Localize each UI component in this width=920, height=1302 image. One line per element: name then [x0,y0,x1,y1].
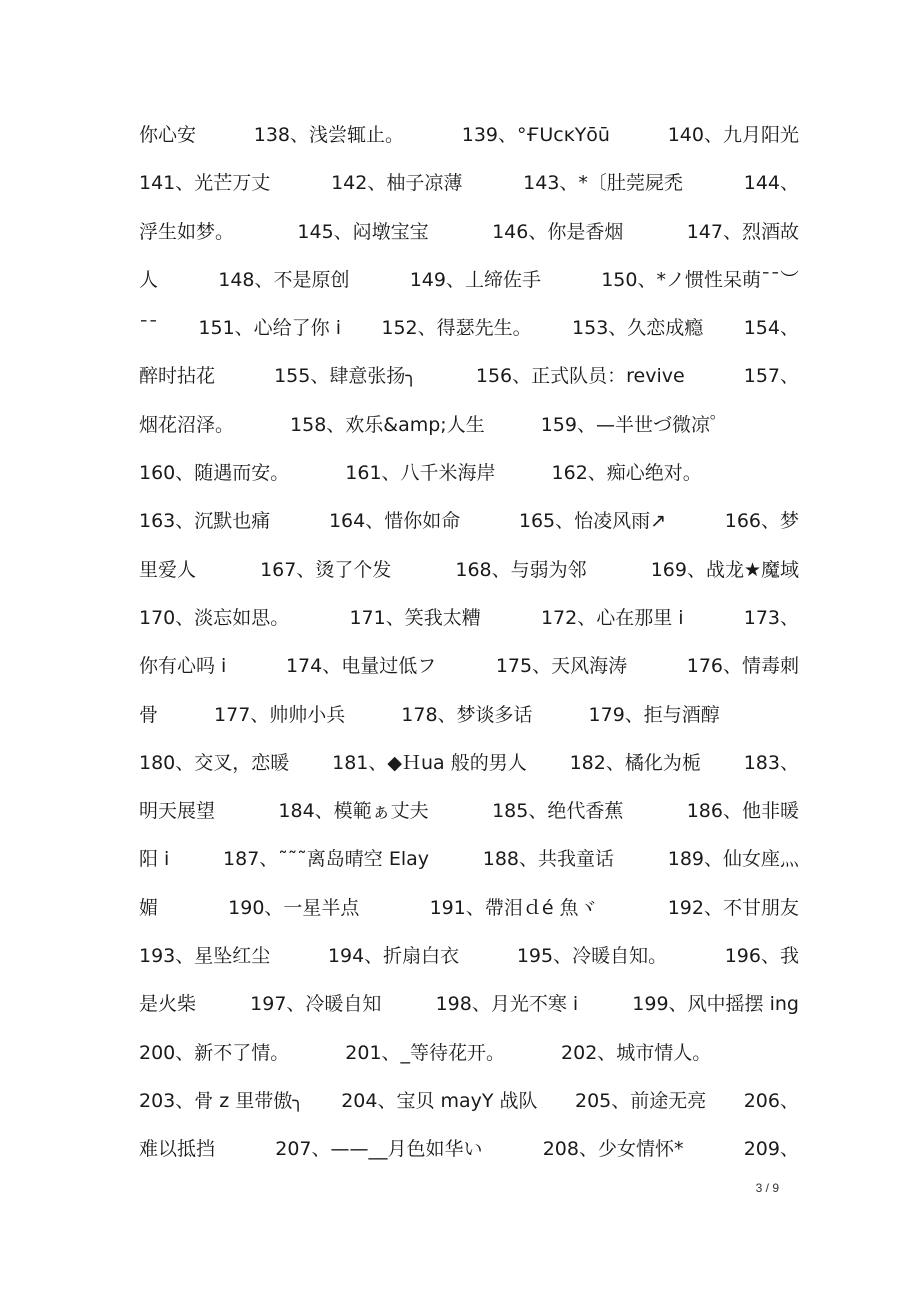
list-item: 143、*〔肚莞屍禿 [523,172,683,195]
text-line [139,159,799,207]
list-item: 146、你是香烟 [492,220,624,243]
list-item: 172、心在那里 i [540,606,684,629]
list-item: 194、折扇白衣 [327,945,460,968]
text-line [139,304,799,352]
list-item: 醉时拈花 [139,365,216,388]
list-item: 147、烈酒故 [686,220,799,243]
text-line [139,884,799,932]
list-item: 154、 [743,317,799,340]
list-item: 155、肆意张扬╮ [274,365,417,388]
text-line [139,980,799,1028]
list-item: 160、随遇而安。 [139,462,290,485]
list-item: 153、久恋成瘾 [572,317,704,340]
list-item: 150、*ノ惯性呆萌¯¯︶ [601,268,799,291]
text-line [139,497,799,545]
text-line [139,1029,799,1077]
text-line [139,787,799,835]
list-item: 165、怡凌风雨↗ [518,510,667,533]
text-line [139,1125,799,1173]
list-item: 176、情毒刺 [686,655,799,678]
list-item: 156、正式队员：revive [475,365,685,388]
text-line [139,256,799,304]
list-item: 182、橘化为栀 [569,751,701,774]
list-item: 193、星坠红尘 [139,945,271,968]
list-item: 139、°ҒUcĸYōū [461,124,610,146]
list-item: 媚 [139,896,159,919]
list-item: 145、闷墩宝宝 [297,220,429,243]
list-item: 203、骨 z 里带傲╮ [139,1089,304,1112]
list-item: ¯¯ [139,317,158,340]
list-item: 186、他非暖 [686,800,799,823]
page-number: 3 / 9 [755,1181,779,1195]
list-item: 198、月光不寒 i [435,993,579,1016]
list-item: 149、丄缔佐手 [409,268,541,291]
list-item: 200、新不了情。 [139,1041,290,1064]
list-item: 142、柚子凉薄 [331,172,463,195]
list-item: 164、惜你如命 [328,510,461,533]
list-item: 209、 [743,1138,799,1161]
list-item: 161、八千米海岸 [345,462,496,485]
list-item: 难以抵挡 [139,1138,216,1161]
list-item: 184、模範ぁ丈夫 [278,800,429,823]
list-item: 157、 [743,365,799,388]
text-line [139,401,799,449]
list-item: 187、˜˜˜离岛晴空 Elay [223,848,430,871]
text-line [139,835,799,883]
list-item: 195、冷暖自知。 [516,945,668,968]
list-item: 196、我 [724,945,799,968]
list-item: 138、浅尝辄止。 [253,124,405,146]
list-item: 140、九月阳光 [667,124,799,146]
list-item: 159、—半世づ微凉゜ [540,413,729,436]
list-item: 173、 [743,606,799,629]
list-item: 202、城市情人。 [561,1041,712,1064]
list-item: 169、战龙★魔域 [650,558,799,581]
list-item: 人 [139,268,159,291]
list-item: 208、少女情怀* [542,1138,684,1161]
list-item: 183、 [743,751,799,774]
text-line [139,1077,799,1125]
list-item: 151、心给了你 i [198,317,341,340]
list-item: 152、得瑟先生。 [381,317,532,340]
text-line [139,208,799,256]
list-item: 191、帶泪ｄé 魚ヾ [429,896,598,919]
text-line [139,932,799,980]
list-item: 158、欢乐&amp;人生 [290,413,485,436]
list-item: 浮生如梦。 [139,220,235,243]
list-item: 烟花沼泽。 [139,413,235,436]
list-item: 168、与弱为邻 [455,558,587,581]
list-item: 170、淡忘如思。 [139,606,290,629]
list-item: 是火柴 [139,993,197,1016]
list-item: 明天展望 [139,800,216,823]
list-item: 骨 [139,703,159,726]
list-item: 148、不是原创 [218,268,350,291]
list-item: 201、_等待花开。 [345,1041,506,1064]
list-item: 180、交叉，恋暖 [139,751,290,774]
list-item: 141、光芒万丈 [139,172,271,195]
list-item: 179、拒与酒醇 [588,703,720,726]
text-line [139,739,799,787]
list-item: 206、 [743,1089,799,1112]
list-item: 188、共我童话 [482,848,615,871]
list-item: 177、帅帅小兵 [214,703,346,726]
list-item: 166、梦 [724,510,799,533]
list-item: 167、烫了个发 [260,558,392,581]
list-item: 174、电量过低フ [285,655,437,678]
text-line [139,642,799,690]
list-item: 你有心吗 i [139,655,227,678]
list-item: 189、仙女座灬 [667,848,799,871]
list-item: 207、——__月色如华い [275,1138,483,1161]
list-item: 192、不甘朋友 [667,896,799,919]
list-item: 144、 [743,172,799,195]
text-line [139,352,799,400]
list-item: 205、前途无亮 [575,1089,707,1112]
list-item: 163、沉默也痛 [139,510,271,533]
list-item: 190、一星半点 [228,896,360,919]
text-line [139,111,799,159]
text-line [139,449,799,497]
list-item: 197、冷暖自知 [250,993,382,1016]
list-item: 181、◆Ｈua 般的男人 [332,751,527,774]
list-item: 171、笑我太糟 [349,606,481,629]
list-item: 阳 i [139,848,170,871]
document-body [139,111,799,1174]
list-item: 178、梦谈多话 [401,703,533,726]
list-item: 204、宝贝 mayY 战队 [341,1089,538,1112]
list-item: 162、痴心绝对。 [551,462,702,485]
list-item: 175、天风海涛 [495,655,628,678]
text-line [139,691,799,739]
text-line [139,594,799,642]
list-item: 里爱人 [139,558,197,581]
list-item: 199、风中摇摆 ing [632,993,799,1016]
list-item: 185、绝代香蕉 [492,800,624,823]
list-item: 你心安 [139,124,197,146]
text-line [139,546,799,594]
